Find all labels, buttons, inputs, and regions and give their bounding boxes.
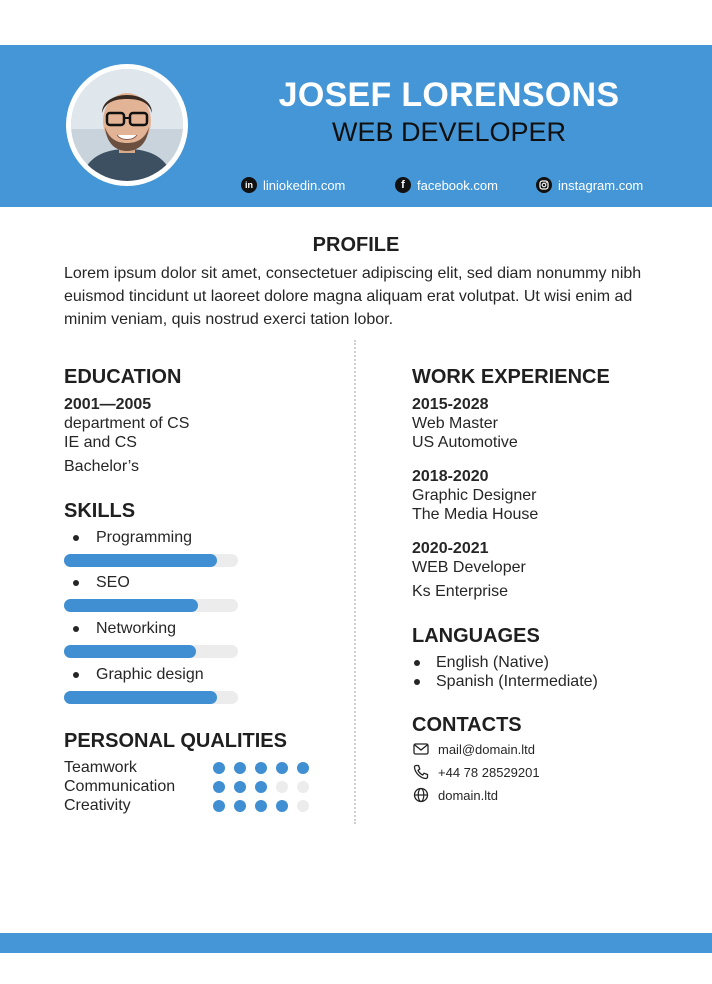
education-years: 2001—2005 [64, 396, 152, 413]
work-company: US Automotive [412, 434, 518, 451]
skill-label: Networking [96, 620, 177, 637]
avatar [71, 69, 183, 181]
skill-item [64, 573, 238, 612]
bullet-icon [414, 679, 420, 685]
rating-dot-filled [213, 762, 225, 774]
social-linkedin-label: liniokedin.com [263, 177, 346, 193]
profile-heading: PROFILE [312, 234, 400, 256]
quality-rating [213, 781, 309, 793]
quality-item [64, 796, 314, 815]
rating-dot-filled [276, 800, 288, 812]
quality-rating [213, 762, 309, 774]
language-item [412, 672, 598, 691]
rating-dot-filled [276, 762, 288, 774]
skill-bar [64, 599, 238, 612]
quality-label: Communication [64, 777, 176, 795]
skill-label: SEO [96, 574, 130, 591]
work-role: Web Master [412, 415, 498, 432]
contacts-heading: CONTACTS [412, 714, 522, 736]
job-title: WEB DEVELOPER [331, 117, 567, 147]
skill-bar-fill [64, 599, 198, 612]
bullet-icon [414, 660, 420, 666]
skill-bar-fill [64, 691, 217, 704]
rating-dot-filled [234, 800, 246, 812]
header-banner [0, 45, 712, 207]
education-heading: EDUCATION [64, 366, 182, 388]
social-instagram-label: instagram.com [558, 177, 644, 193]
rating-dot-filled [234, 781, 246, 793]
quality-label: Teamwork [64, 758, 137, 776]
bullet-icon [73, 626, 79, 632]
skill-item [64, 528, 238, 567]
work-heading: WORK EXPERIENCE [412, 366, 610, 388]
bullet-icon [73, 580, 79, 586]
work-role: Graphic Designer [412, 487, 537, 504]
rating-dot-filled [255, 800, 267, 812]
skill-bar-fill [64, 554, 217, 567]
bullet-icon [73, 672, 79, 678]
work-years: 2015-2028 [412, 396, 489, 413]
skill-bar [64, 554, 238, 567]
footer-bar [0, 933, 712, 953]
rating-dot-filled [297, 762, 309, 774]
education-degree: Bachelor’s [64, 458, 140, 475]
rating-dot-filled [255, 781, 267, 793]
education-field: IE and CS [64, 434, 137, 451]
work-company: The Media House [412, 506, 539, 523]
languages-heading: LANGUAGES [412, 625, 540, 647]
phone-icon [412, 763, 430, 781]
linkedin-icon: in [241, 177, 257, 193]
rating-dot-filled [234, 762, 246, 774]
work-years: 2020-2021 [412, 540, 489, 557]
instagram-icon [536, 177, 552, 193]
skill-bar [64, 691, 238, 704]
social-facebook-label: facebook.com [417, 177, 498, 193]
profile-text: Lorem ipsum dolor sit amet, consectetuer adipiscing elit, sed diam nonummy nibh euismod tincidunt ut laoreet dolore magna aliquam erat volutpat. Ut wisi enim ad minim veniam, quis nostrud exerci tation lobor. [64, 265, 642, 328]
candidate-name: JOSEF LORENSONS [278, 76, 620, 114]
column-divider [354, 340, 356, 824]
skill-label: Graphic design [96, 666, 204, 683]
education-department: department of CS [64, 415, 190, 432]
work-role: WEB Developer [412, 559, 526, 576]
work-company: Ks Enterprise [412, 583, 509, 600]
contact-phone[interactable] [412, 763, 540, 781]
contact-phone-text: +44 78 28529201 [438, 764, 540, 780]
contact-website[interactable] [412, 786, 498, 804]
language-item [412, 653, 549, 672]
skill-label: Programming [96, 529, 193, 546]
rating-dot-filled [213, 800, 225, 812]
rating-dot-filled [255, 762, 267, 774]
contact-email[interactable] [412, 740, 535, 758]
skills-heading: SKILLS [64, 500, 136, 522]
avatar-frame [66, 64, 188, 186]
mail-icon [412, 740, 430, 758]
skill-bar-fill [64, 645, 196, 658]
contact-email-text: mail@domain.ltd [438, 741, 536, 757]
skill-item [64, 665, 238, 704]
language-label: English (Native) [436, 653, 549, 671]
language-label: Spanish (Intermediate) [436, 672, 598, 690]
social-facebook[interactable] [395, 175, 498, 195]
quality-item [64, 758, 314, 777]
social-linkedin[interactable] [241, 175, 345, 195]
rating-dot-empty [297, 800, 309, 812]
facebook-icon: f [395, 177, 411, 193]
globe-icon [412, 786, 430, 804]
skill-item [64, 619, 238, 658]
quality-label: Creativity [64, 796, 131, 814]
bullet-icon [73, 535, 79, 541]
work-years: 2018-2020 [412, 468, 489, 485]
social-instagram[interactable] [536, 175, 643, 195]
rating-dot-empty [276, 781, 288, 793]
rating-dot-empty [297, 781, 309, 793]
qualities-heading: PERSONAL QUALITIES [64, 730, 287, 752]
contact-website-text: domain.ltd [438, 787, 498, 803]
skill-bar [64, 645, 238, 658]
quality-item [64, 777, 314, 796]
quality-rating [213, 800, 309, 812]
rating-dot-filled [213, 781, 225, 793]
